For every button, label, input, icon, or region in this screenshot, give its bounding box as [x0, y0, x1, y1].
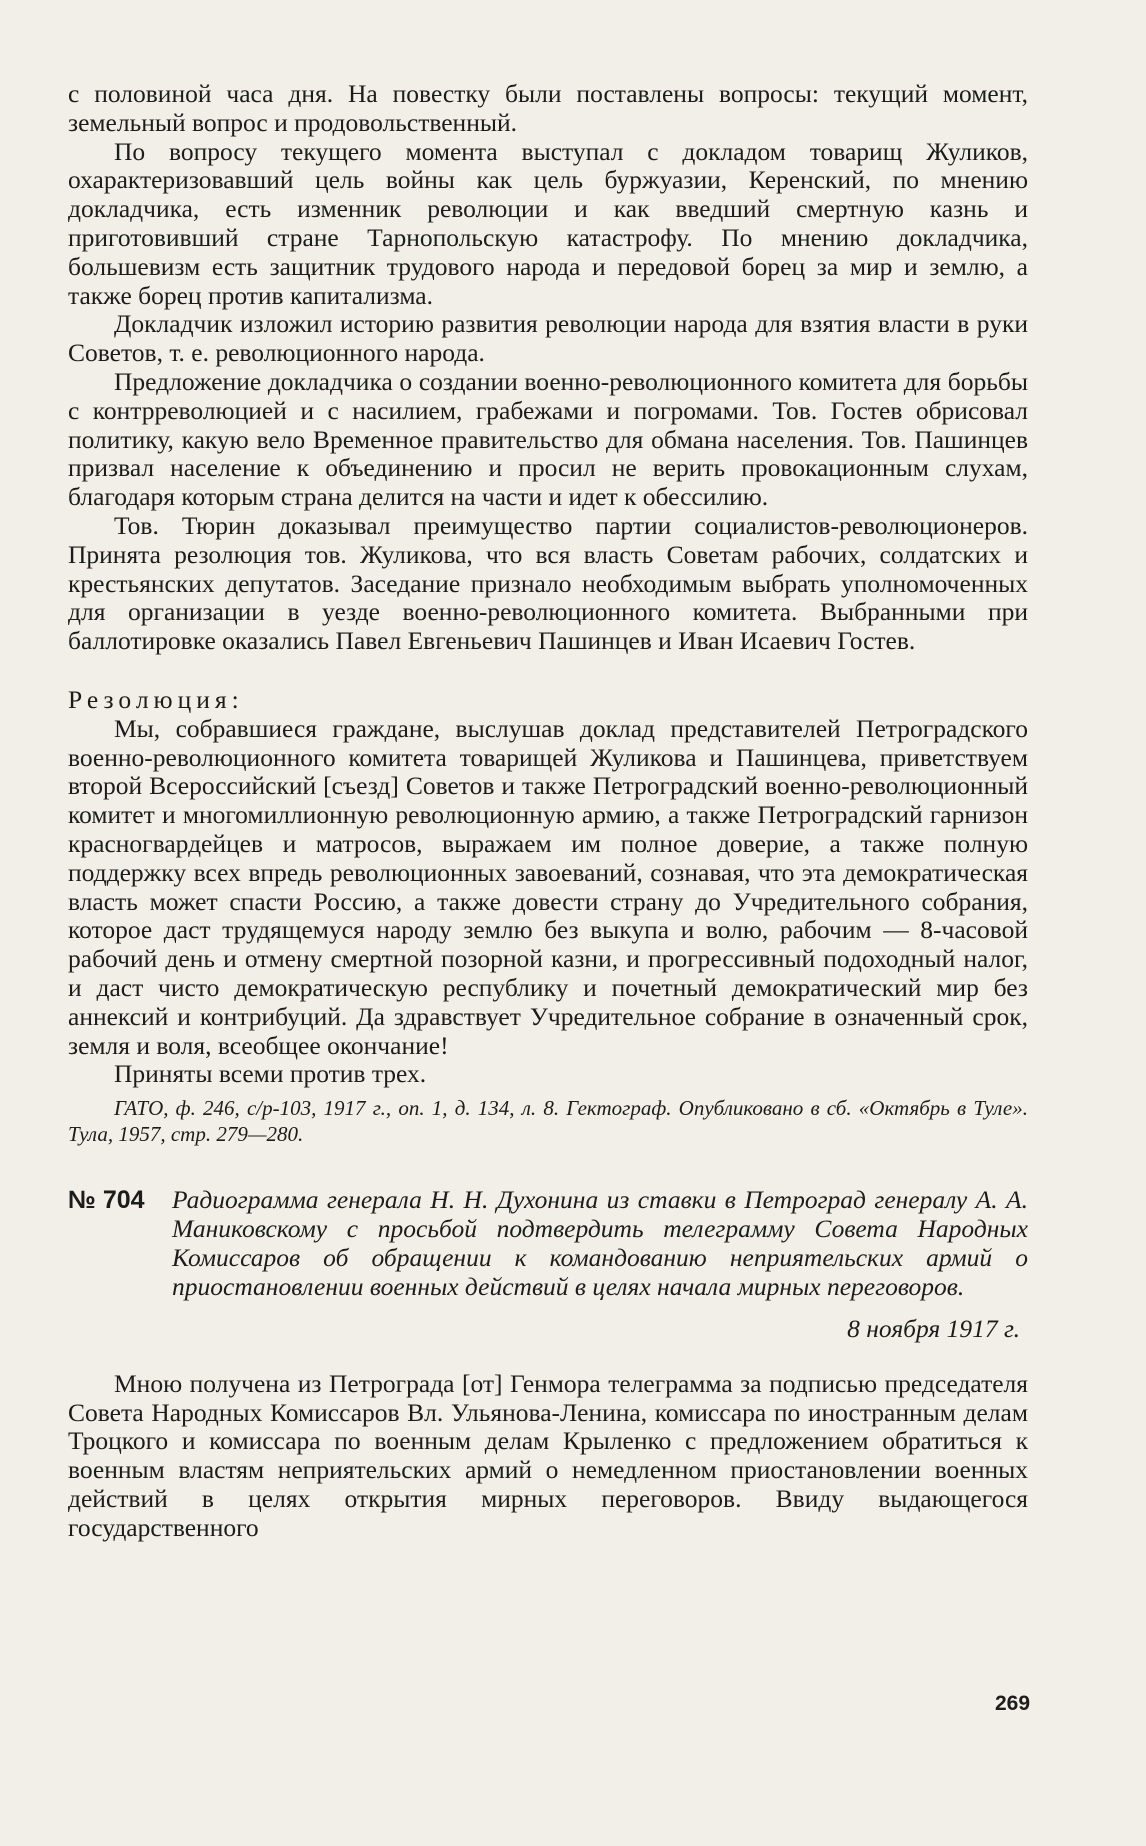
paragraph-tyurin: Тов. Тюрин доказывал преимущество партии социалистов-революционеров. Принята резолюция тов. Жуликова, что вся власть Советам рабочих, солдатских и крестьянских депутатов. Заседание признало необходимым выбрать уполномоченных для организации в уезде военно-революционного комитета. Выбранными при баллотировке оказались Павел Евгеньевич Пашинцев и Иван Исаевич Гостев.: [68, 510, 1028, 656]
continuation-paragraph: с половиной часа дня. На повестку были поставлены вопросы: текущий момент, земельный вопрос и продовольственный.: [68, 79, 1028, 137]
source-note: ГАТО, ф. 246, с/р-103, 1917 г., оп. 1, д. 134, л. 8. Гектограф. Опубликовано в сб. «Октябрь в Туле». Тула, 1957, стр. 279—280.: [68, 1096, 1028, 1147]
document-date: 8 ноября 1917 г.: [847, 1314, 1020, 1344]
document-number: № 704: [68, 1186, 145, 1215]
paragraph-report: По вопросу текущего момента выступал с докладом товарищ Жуликов, охарактеризовавший цель войны как цель буржуазии, Керенский, по мнению докладчика, есть изменник революции и как введший смертную казнь и приготовивший стране Тарнопольскую катастрофу. По мнению докладчика, большевизм есть защитник трудового народа и передовой борец за мир и землю, а также борец против капитализма.: [68, 136, 1028, 310]
resolution-label: Резолюция:: [68, 684, 244, 714]
document-body: Мною получена из Петрограда [от] Генмора телеграмма за подписью председателя Совета Народных Комиссаров Вл. Ульянова-Ленина, комиссара по иностранным делам Троцкого и комиссара по военным делам Крыленко с предложением обратиться к военным властям неприятельских армий о немедленном приостановлении военных действий в целях открытия мирных переговоров. Ввиду выдающегося государственного: [68, 1368, 1028, 1542]
document-title: Радиограмма генерала Н. Н. Духонина из ставки в Петроград генералу А. А. Маниковскому с просьбой подтвердить телеграмму Совета Народных Комиссаров об обращении к командованию неприятельских армий о приостановлении военных действий в целях начала мирных переговоров.: [172, 1185, 1028, 1302]
page-number: 269: [995, 1692, 1031, 1715]
document-header: [68, 1185, 1028, 1301]
paragraph-history: Докладчик изложил историю развития революции народа для взятия власти в руки Советов, т. е. революционного народа.: [68, 309, 1028, 368]
paragraph-proposal: Предложение докладчика о создании военно-революционного комитета для борьбы с контрреволюцией и с насилием, грабежами и погромами. Тов. Гостев обрисовал политику, какую вело Временное правительство для обмана населения. Тов. Пашинцев призвал население к объединению и просил не верить провокационным слухам, благодаря которым страна делится на части и идет к обессилию.: [68, 366, 1028, 512]
resolution-text: Мы, собравшиеся граждане, выслушав доклад представителей Петроградского военно-революционного комитета товарищей Жуликова и Пашинцева, приветствуем второй Всероссийский [съезд] Советов и также Петроградский военно-революционный комитет и многомиллионную революционную армию, а также Петроградский гарнизон красногвардейцев и матросов, выражаем им полное доверие, а также полную поддержку всех впредь революционных завоеваний, сознавая, что эта демократическая власть может спасти Россию, а также довести страну до Учредительного собрания, которое даст трудящемуся народу землю без выкупа и волю, рабочим — 8-часовой рабочий день и отмену смертной позорной казни, и прогрессивный подоходный налог, и даст чисто демократическую республику и почетный демократический мир без аннексий и контрибуций. Да здравствует Учредительное собрание в означенный срок, земля и воля, всеобщее окончание!: [68, 713, 1028, 1060]
adopted-text: Приняты всеми против трех.: [114, 1059, 427, 1089]
document-page: [68, 80, 1028, 1543]
